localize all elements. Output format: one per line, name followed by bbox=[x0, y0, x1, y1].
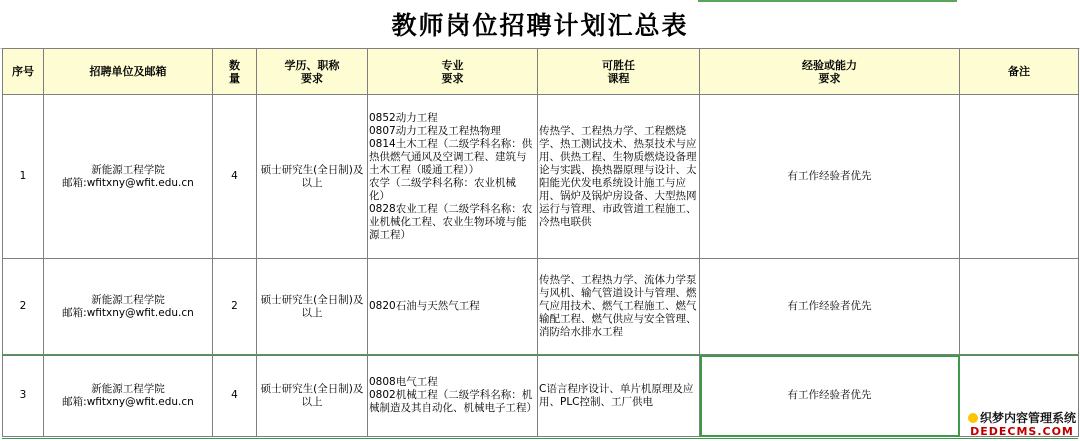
header-unit[interactable] bbox=[44, 49, 213, 95]
cell-seq[interactable]: 3 bbox=[3, 355, 44, 437]
selection-edge bbox=[698, 0, 957, 2]
cell-experience[interactable]: 有工作经验者优先 bbox=[700, 259, 960, 355]
unit-name: 新能源工程学院 bbox=[91, 163, 165, 176]
header-count-line1: 数 bbox=[229, 58, 240, 72]
table-row bbox=[3, 355, 1079, 437]
page-title: 教师岗位招聘计划汇总表 bbox=[0, 0, 1080, 49]
cell-count[interactable]: 4 bbox=[213, 355, 257, 437]
header-experience[interactable] bbox=[700, 49, 960, 95]
header-seq[interactable] bbox=[3, 49, 44, 95]
cell-unit[interactable] bbox=[44, 355, 213, 437]
header-row bbox=[3, 49, 1079, 95]
header-major-line2: 要求 bbox=[441, 71, 464, 85]
unit-name: 新能源工程学院 bbox=[91, 293, 165, 306]
cell-remark[interactable] bbox=[960, 95, 1079, 259]
unit-email: 邮箱:wfitxny@wfit.edu.cn bbox=[62, 395, 194, 408]
header-remark[interactable] bbox=[960, 49, 1079, 95]
dedecms-logo-icon bbox=[968, 413, 978, 423]
watermark-line1: 织梦内容管理系统 bbox=[979, 411, 1076, 425]
header-courses[interactable] bbox=[538, 49, 700, 95]
cell-unit[interactable] bbox=[44, 95, 213, 259]
recruitment-table bbox=[2, 48, 1079, 437]
header-major[interactable] bbox=[368, 49, 538, 95]
header-experience-line2: 要求 bbox=[818, 71, 841, 85]
cell-count[interactable]: 2 bbox=[213, 259, 257, 355]
cell-remark[interactable] bbox=[960, 259, 1079, 355]
cell-courses[interactable]: 传热学、工程热力学、工程燃烧学、热工测试技术、热泵技术与应用、供热工程、生物质燃烧设备理论与实践、换热器原理与设计、太阳能光伏发电系统设计施工与应用、锅炉及锅炉房设备、大型热网运行与管理、市政管道工程施工、冷热电联供 bbox=[538, 95, 700, 259]
cell-major[interactable]: 0808电气工程 0802机械工程（二级学科名称：机械制造及其自动化、机械电子工程） bbox=[368, 355, 538, 437]
cell-edu[interactable]: 硕士研究生(全日制)及以上 bbox=[257, 355, 368, 437]
header-courses-line2: 课程 bbox=[607, 71, 630, 85]
header-count[interactable] bbox=[213, 49, 257, 95]
header-major-line1: 专业 bbox=[441, 58, 464, 72]
cell-edu[interactable]: 硕士研究生(全日制)及以上 bbox=[257, 95, 368, 259]
cell-unit[interactable] bbox=[44, 259, 213, 355]
cell-major[interactable]: 0820石油与天然气工程 bbox=[368, 259, 538, 355]
table-row bbox=[3, 259, 1079, 355]
header-unit-label: 招聘单位及邮箱 bbox=[89, 65, 167, 78]
cell-courses[interactable]: 传热学、工程热力学、流体力学泵与风机、输气管道设计与管理、燃气应用技术、燃气工程施工、燃气输配工程、燃气供应与安全管理、消防给水排水工程 bbox=[538, 259, 700, 355]
cell-seq[interactable]: 1 bbox=[3, 95, 44, 259]
header-courses-line1: 可胜任 bbox=[602, 58, 635, 72]
cell-experience-selected[interactable]: 有工作经验者优先 bbox=[700, 355, 960, 437]
cell-edu[interactable]: 硕士研究生(全日制)及以上 bbox=[257, 259, 368, 355]
unit-email: 邮箱:wfitxny@wfit.edu.cn bbox=[62, 306, 194, 319]
unit-name: 新能源工程学院 bbox=[91, 382, 165, 395]
table-row bbox=[3, 95, 1079, 259]
watermark-logo bbox=[968, 412, 1076, 438]
watermark-line2: DEDECMS.COM bbox=[970, 425, 1074, 438]
unit-email: 邮箱:wfitxny@wfit.edu.cn bbox=[62, 176, 194, 189]
header-count-line2: 量 bbox=[229, 71, 240, 85]
cell-major[interactable]: 0852动力工程 0807动力工程及工程热物理 0814土木工程（二级学科名称：供热供燃气通风及空调工程、建筑与土木工程（暖通工程）） 农学（二级学科名称：农业机械化） 0828农业工程（二级学科名称：农业机械化工程、农业生物环境与能源工程） bbox=[368, 95, 538, 259]
cell-seq[interactable]: 2 bbox=[3, 259, 44, 355]
cell-experience[interactable]: 有工作经验者优先 bbox=[700, 95, 960, 259]
cell-count[interactable]: 4 bbox=[213, 95, 257, 259]
header-remark-label: 备注 bbox=[1008, 65, 1030, 78]
header-experience-line1: 经验或能力 bbox=[802, 58, 857, 72]
header-edu-line1: 学历、职称 bbox=[284, 58, 340, 72]
header-edu[interactable] bbox=[257, 49, 368, 95]
cell-courses[interactable]: C语言程序设计、单片机原理及应用、PLC控制、工厂供电 bbox=[538, 355, 700, 437]
header-edu-line2: 要求 bbox=[301, 71, 323, 85]
header-seq-label: 序号 bbox=[12, 65, 34, 78]
